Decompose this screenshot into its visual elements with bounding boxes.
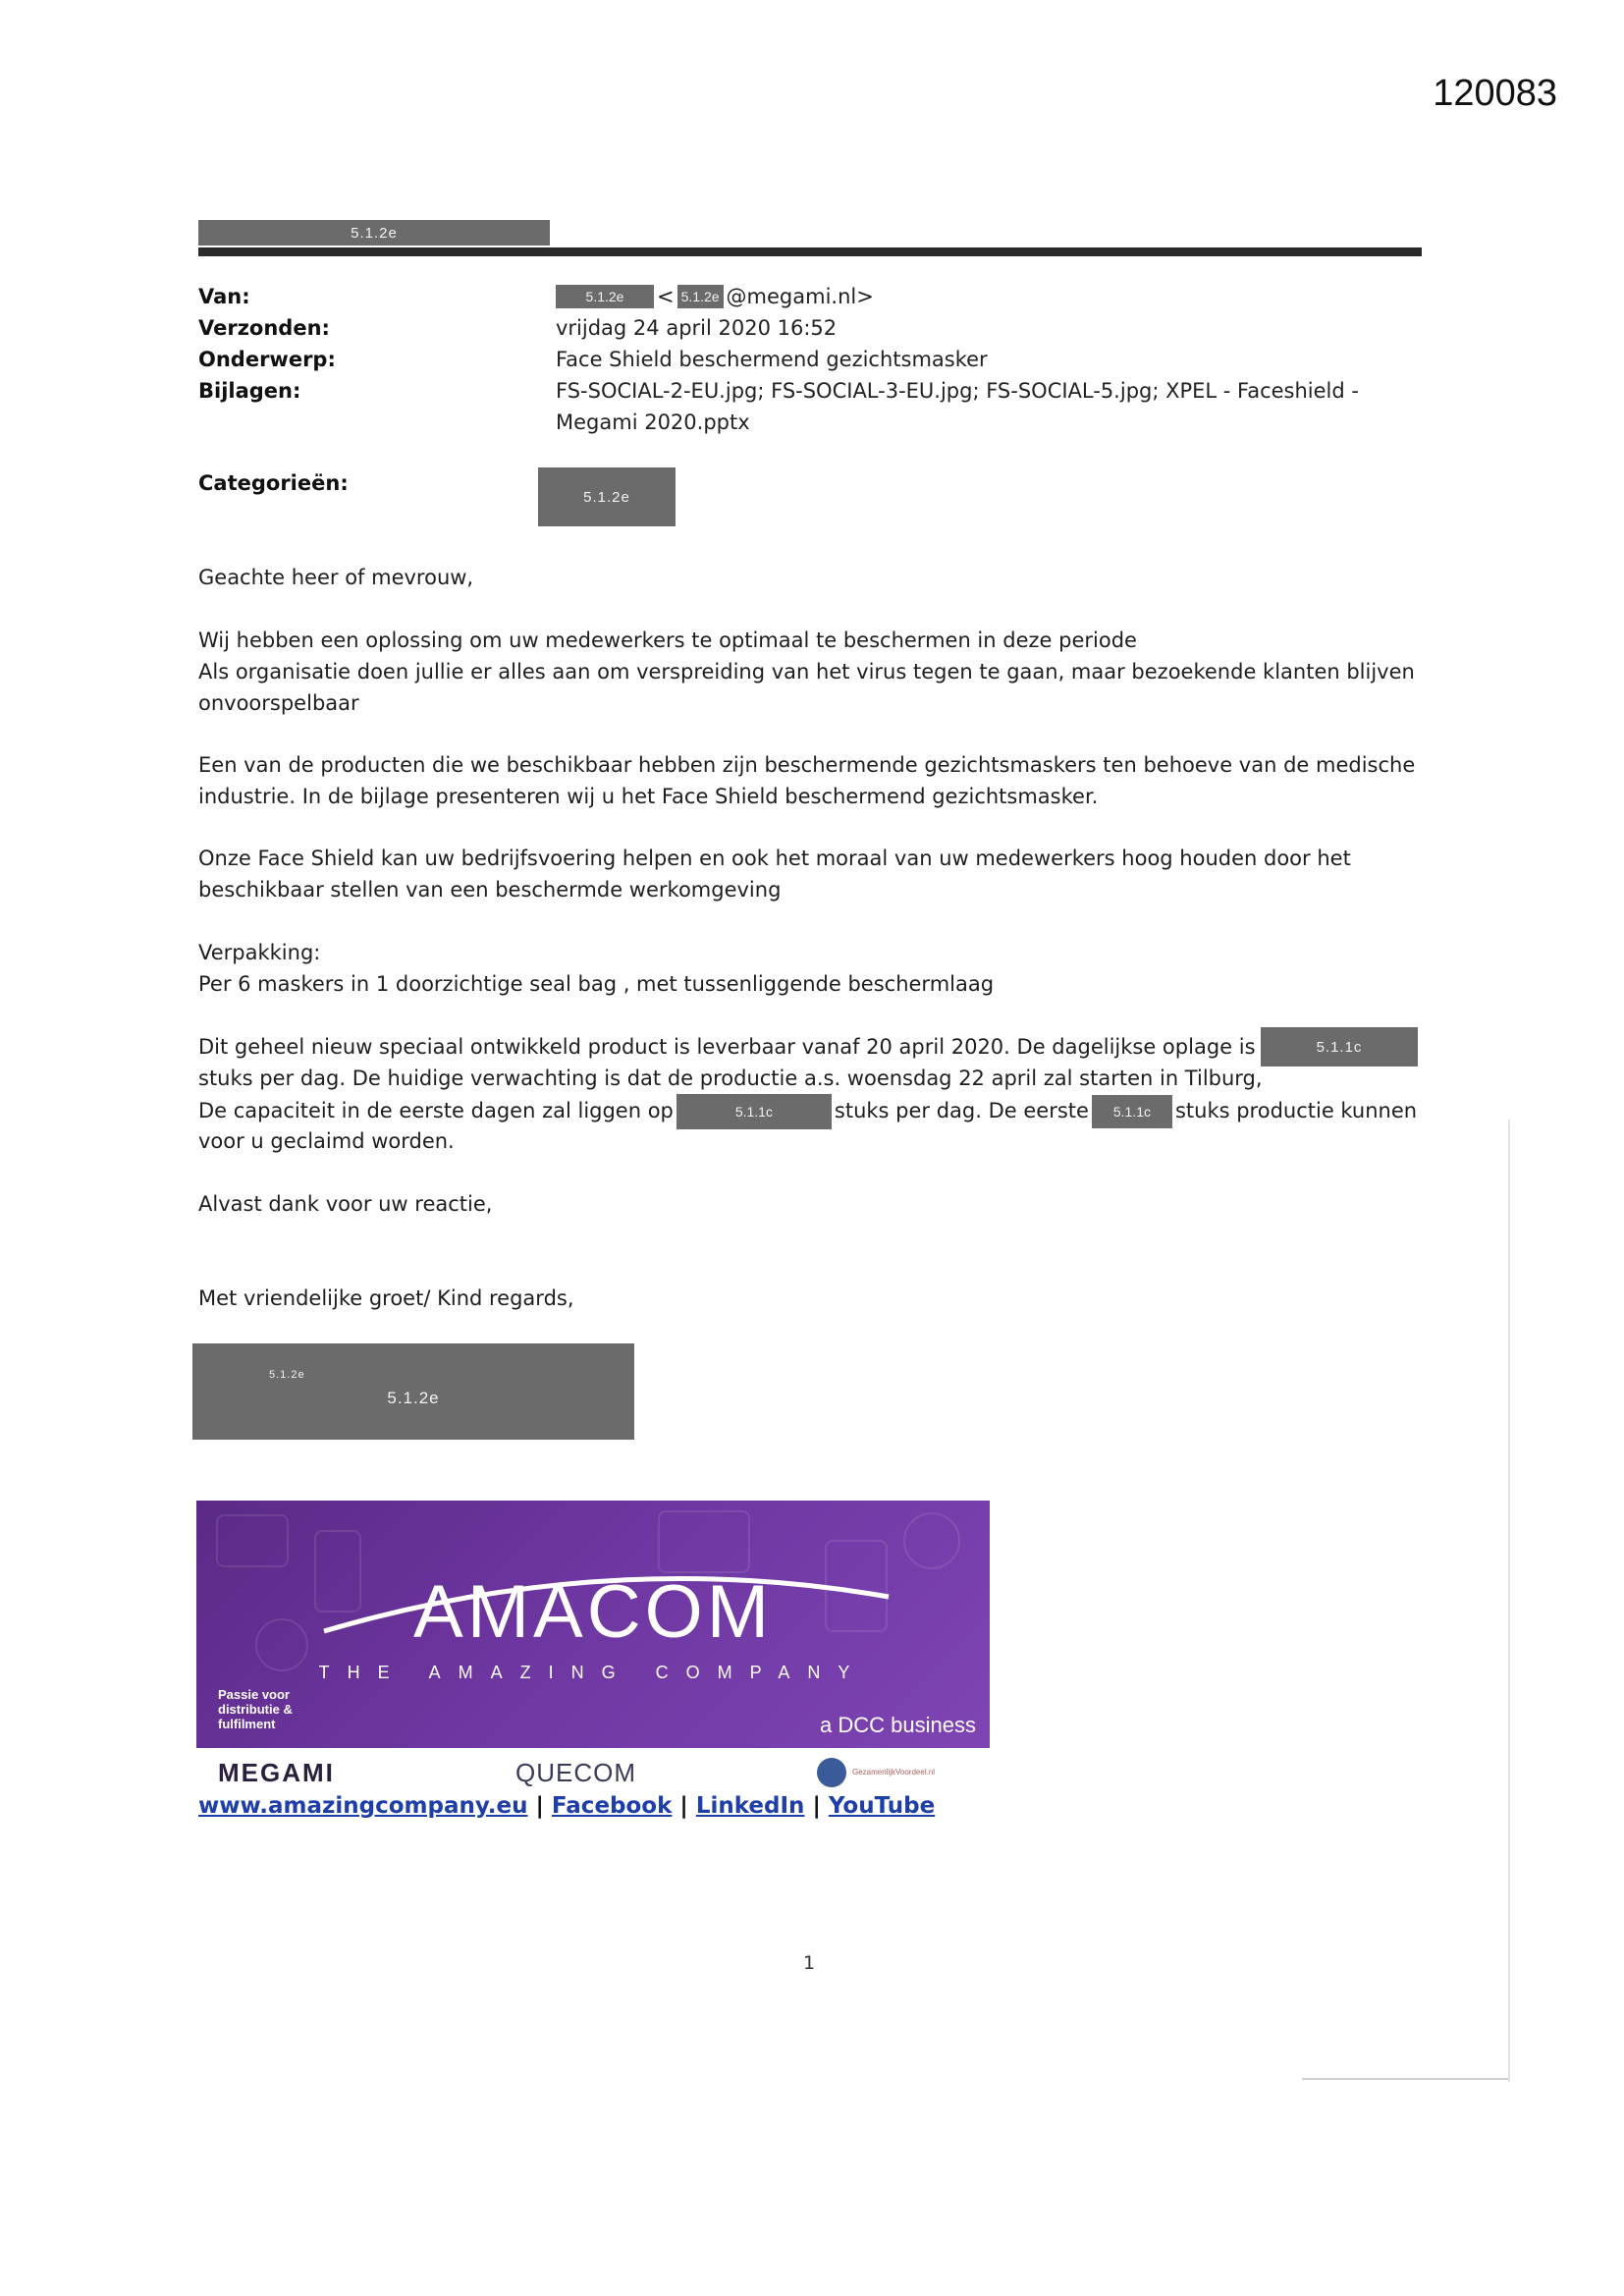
label-categorieen: Categorieën: [198, 471, 349, 495]
passie-line-2: distributie & [218, 1702, 293, 1717]
paragraph-3-line-2: beschikbaar stellen van een beschermde werkomgeving [198, 878, 782, 902]
link-website[interactable]: www.amazingcompany.eu [198, 1793, 528, 1819]
paragraph-1-line-1: Wij hebben een oplossing om uw medewerkers te optimaal te beschermen in deze periode [198, 629, 1137, 652]
redaction-signature [192, 1343, 634, 1440]
passie-line-3: fulfilment [218, 1717, 276, 1731]
paragraph-4-line-1: Verpakking: [198, 941, 321, 964]
label-bijlagen: Bijlagen: [198, 379, 301, 403]
paragraph-5-line-2: stuks per dag. De huidige verwachting is dat de productie a.s. woensdag 22 april zal starten in Tilburg, [198, 1066, 1263, 1090]
label-onderwerp: Onderwerp: [198, 348, 336, 371]
brand-tagline: THE AMAZING COMPANY [318, 1663, 868, 1682]
logo-voordeel: GezamenlijkVoordeel.nl [852, 1768, 936, 1777]
paragraph-2-line-1: Een van de producten die we beschikbaar hebben zijn beschermende gezichtsmaskers ten behoeve van de medische [198, 753, 1416, 777]
logo-megami: MEGAMI [218, 1758, 335, 1787]
dcc-business-text: a DCC business [820, 1713, 976, 1737]
voordeel-logo-icon [817, 1758, 846, 1787]
value-van-open: < [657, 285, 675, 308]
closing: Met vriendelijke groet/ Kind regards, [198, 1286, 574, 1310]
redaction-daily-output: 5.1.1c [1261, 1027, 1418, 1066]
paragraph-5-line-4: voor u geclaimd worden. [198, 1129, 455, 1153]
amacom-banner [196, 1501, 990, 1748]
redaction-sender-name: 5.1.2e [556, 285, 654, 308]
header-rule [198, 247, 1422, 256]
document-number: 120083 [1433, 73, 1557, 114]
scan-edge-vertical [1508, 1120, 1510, 2082]
redaction-categorieen: 5.1.2e [538, 467, 676, 526]
scan-edge-horizontal [1302, 2078, 1508, 2080]
passie-line-1: Passie voor [218, 1687, 290, 1702]
value-onderwerp: Face Shield beschermend gezichtsmasker [556, 348, 988, 371]
link-separator: | [812, 1793, 821, 1819]
brand-logo-text: AMACOM [413, 1570, 773, 1654]
paragraph-5-line-3-part-b: stuks per dag. De eerste [834, 1099, 1089, 1122]
link-linkedin[interactable]: LinkedIn [695, 1793, 805, 1819]
paragraph-4-line-2: Per 6 maskers in 1 doorzichtige seal bag , met tussenliggende beschermlaag [198, 972, 995, 996]
paragraph-1-line-2: Als organisatie doen jullie er alles aan om verspreiding van het virus tegen te gaan, maar bezoekende klanten blijven [198, 660, 1415, 683]
redaction-sender-email: 5.1.2e [677, 285, 724, 308]
value-bijlagen-line1: FS-SOCIAL-2-EU.jpg; FS-SOCIAL-3-EU.jpg; FS-SOCIAL-5.jpg; XPEL - Faceshield - [556, 379, 1359, 403]
greeting: Geachte heer of mevrouw, [198, 566, 474, 589]
label-van: Van: [198, 285, 250, 308]
redaction-signature-small: 5.1.2e [269, 1369, 305, 1381]
paragraph-5-line-3-part-c: stuks productie kunnen [1174, 1099, 1418, 1122]
paragraph-5-line-1: Dit geheel nieuw speciaal ontwikkeld product is leverbaar vanaf 20 april 2020. De dagelijkse oplage is [198, 1035, 1256, 1059]
paragraph-1-line-3: onvoorspelbaar [198, 691, 359, 715]
value-verzonden: vrijdag 24 april 2020 16:52 [556, 316, 838, 340]
link-facebook[interactable]: Facebook [551, 1793, 673, 1819]
partner-logos [196, 1758, 990, 1791]
paragraph-5-line-3-part-a: De capaciteit in de eerste dagen zal liggen op [198, 1099, 674, 1122]
passie-text [218, 1687, 336, 1731]
redaction-capacity: 5.1.1c [677, 1094, 832, 1129]
label-verzonden: Verzonden: [198, 316, 330, 340]
link-youtube[interactable]: YouTube [828, 1793, 936, 1819]
footer-links [198, 1793, 935, 1819]
value-bijlagen-line2: Megami 2020.pptx [556, 410, 750, 434]
paragraph-5-line-3 [198, 1094, 1417, 1129]
redaction-signature-label: 5.1.2e [387, 1389, 440, 1407]
value-van-domain: @megami.nl> [726, 285, 874, 308]
redaction-first-units: 5.1.1c [1092, 1095, 1172, 1128]
value-van [556, 285, 874, 308]
logo-quecom: QUECOM [515, 1758, 636, 1787]
link-separator: | [535, 1793, 544, 1819]
paragraph-2-line-2: industrie. In de bijlage presenteren wij u het Face Shield beschermend gezichtsmasker. [198, 785, 1099, 808]
paragraph-3-line-1: Onze Face Shield kan uw bedrijfsvoering helpen en ook het moraal van uw medewerkers hoog houden door het [198, 847, 1351, 870]
redaction-sender-name-top: 5.1.2e [198, 220, 550, 246]
page-number: 1 [803, 1952, 816, 1974]
link-separator: | [679, 1793, 688, 1819]
thanks: Alvast dank voor uw reactie, [198, 1192, 493, 1216]
